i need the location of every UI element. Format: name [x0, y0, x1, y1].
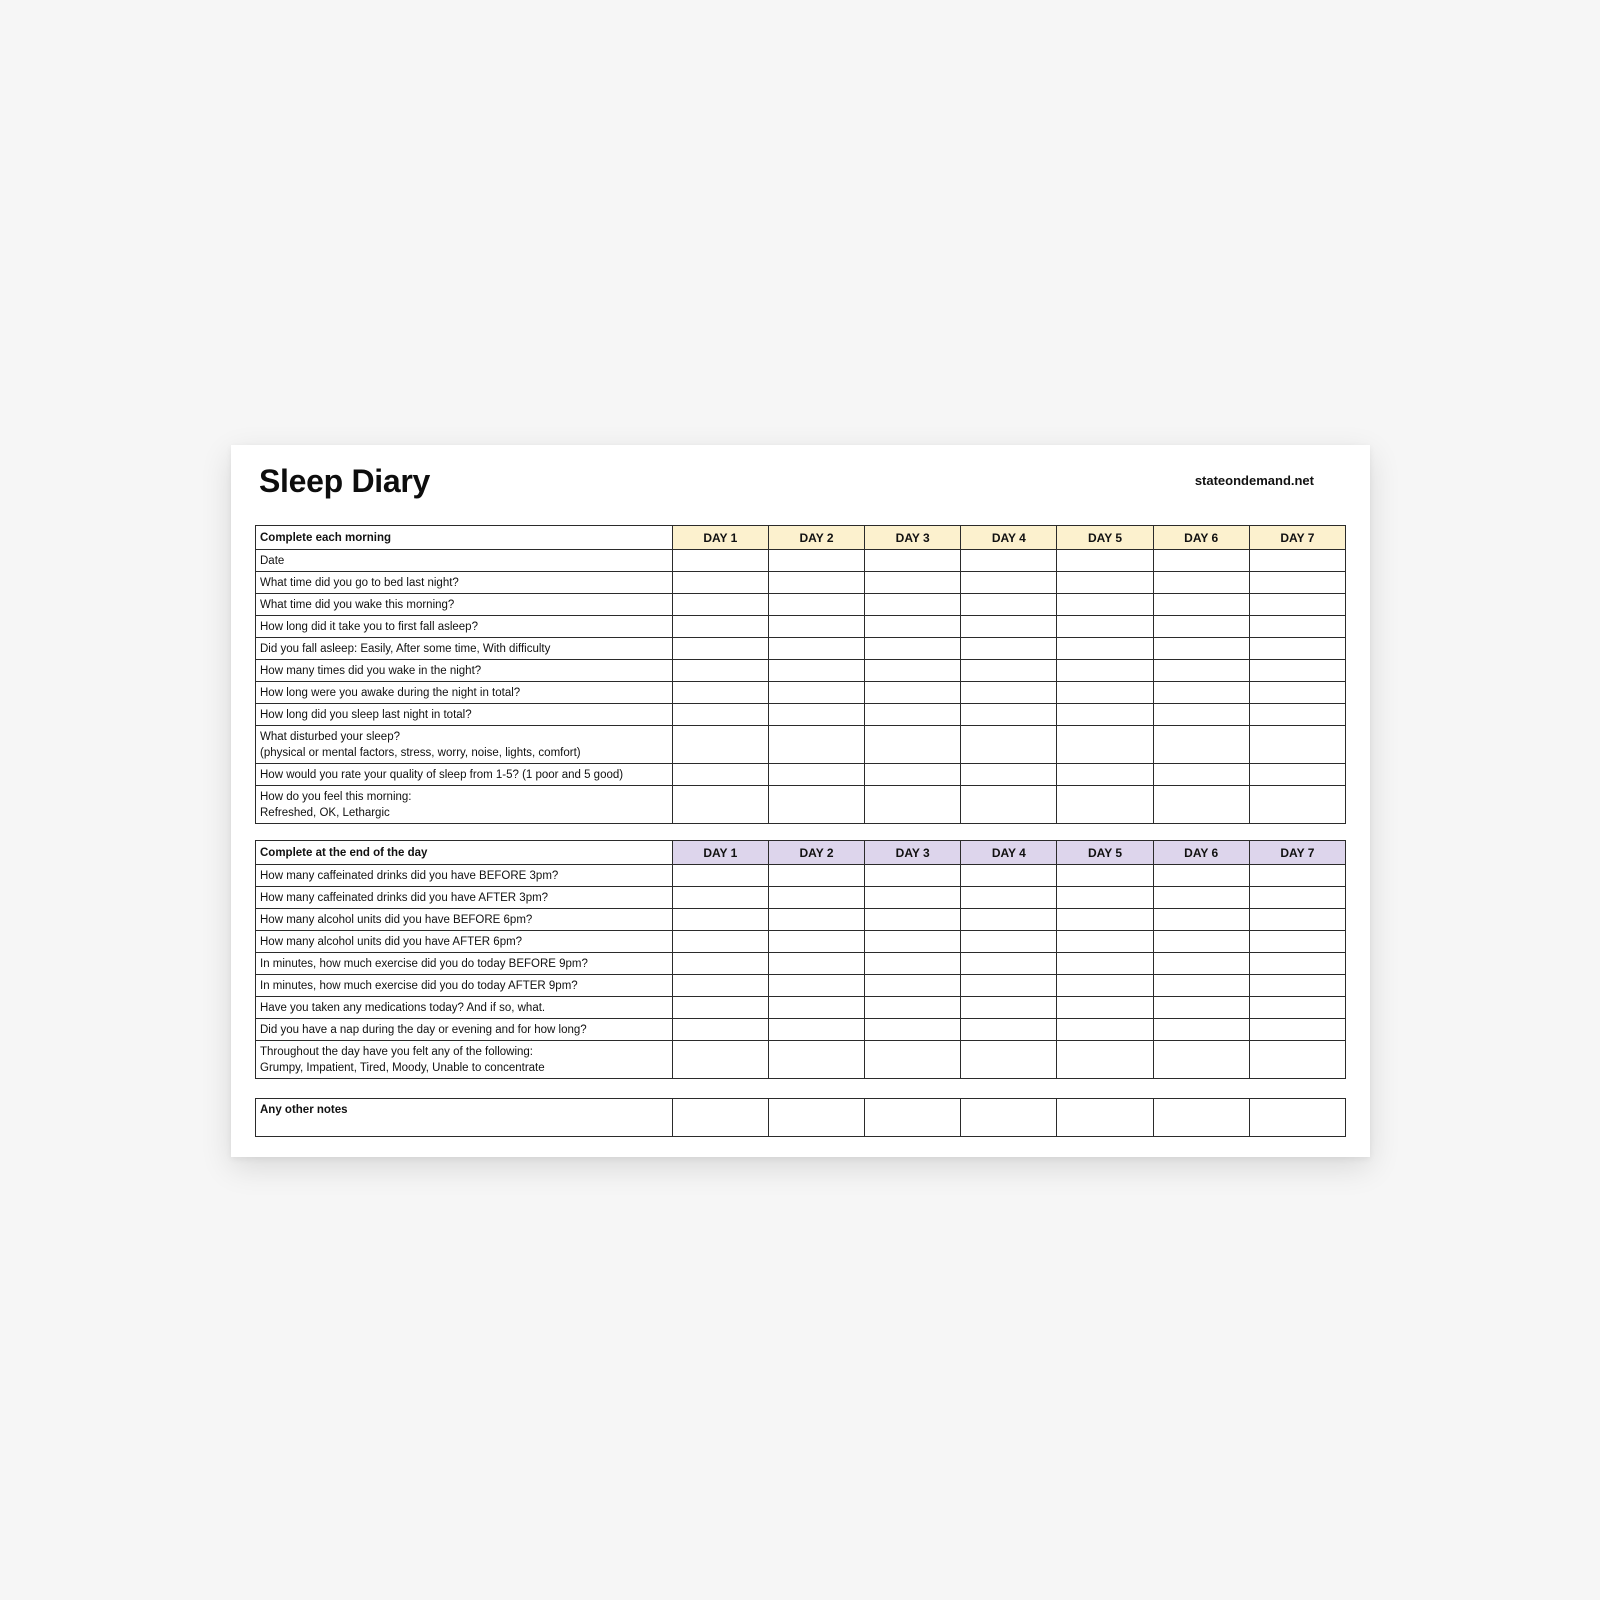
question-line: What disturbed your sleep?: [260, 730, 400, 743]
evening-answer-cell-day-3[interactable]: [865, 997, 961, 1019]
question-line: What time did you go to bed last night?: [260, 576, 459, 589]
evening-answer-cell-day-5[interactable]: [1057, 931, 1153, 953]
morning-answer-cell-day-2[interactable]: [768, 550, 864, 572]
morning-answer-cell-day-3[interactable]: [865, 660, 961, 682]
notes-day-3-cell[interactable]: [865, 1099, 961, 1137]
evening-answer-cell-day-1[interactable]: [672, 865, 768, 887]
morning-answer-cell-day-2[interactable]: [768, 616, 864, 638]
table-row: [256, 550, 1346, 572]
evening-answer-cell-day-2[interactable]: [768, 975, 864, 997]
evening-day-5-header: DAY 5: [1057, 841, 1153, 865]
morning-answer-cell-day-6[interactable]: [1153, 616, 1249, 638]
evening-answer-cell-day-7[interactable]: [1249, 865, 1345, 887]
morning-answer-cell-day-6[interactable]: [1153, 786, 1249, 824]
morning-answer-cell-day-2[interactable]: [768, 594, 864, 616]
table-row: [256, 616, 1346, 638]
table-row: [256, 997, 1346, 1019]
notes-header-row: [256, 1099, 1346, 1137]
evening-answer-cell-day-1[interactable]: [672, 953, 768, 975]
morning-answer-cell-day-2[interactable]: [768, 572, 864, 594]
notes-day-1-cell[interactable]: [672, 1099, 768, 1137]
evening-question-9: [256, 1041, 673, 1079]
question-line: Throughout the day have you felt any of the following:: [260, 1045, 533, 1058]
morning-answer-cell-day-1[interactable]: [672, 726, 768, 764]
evening-answer-cell-day-3[interactable]: [865, 1041, 961, 1079]
evening-answer-cell-day-4[interactable]: [961, 953, 1057, 975]
question-line: (physical or mental factors, stress, worry, noise, lights, comfort): [260, 746, 581, 759]
evening-question-8: [256, 1019, 673, 1041]
morning-answer-cell-day-4[interactable]: [961, 572, 1057, 594]
table-row: [256, 704, 1346, 726]
table-row: [256, 953, 1346, 975]
evening-answer-cell-day-2[interactable]: [768, 1041, 864, 1079]
morning-answer-cell-day-4[interactable]: [961, 704, 1057, 726]
morning-question-11: [256, 786, 673, 824]
evening-answer-cell-day-2[interactable]: [768, 865, 864, 887]
morning-day-4-header: DAY 4: [961, 526, 1057, 550]
morning-answer-cell-day-5[interactable]: [1057, 660, 1153, 682]
question-line: How long did you sleep last night in total?: [260, 708, 472, 721]
table-row: [256, 726, 1346, 764]
morning-answer-cell-day-5[interactable]: [1057, 726, 1153, 764]
morning-answer-cell-day-1[interactable]: [672, 682, 768, 704]
morning-answer-cell-day-7[interactable]: [1249, 550, 1345, 572]
morning-answer-cell-day-6[interactable]: [1153, 550, 1249, 572]
evening-answer-cell-day-5[interactable]: [1057, 997, 1153, 1019]
evening-question-4: [256, 931, 673, 953]
evening-day-6-header: DAY 6: [1153, 841, 1249, 865]
evening-answer-cell-day-1[interactable]: [672, 1041, 768, 1079]
question-line: Grumpy, Impatient, Tired, Moody, Unable to concentrate: [260, 1061, 545, 1074]
question-line: In minutes, how much exercise did you do today BEFORE 9pm?: [260, 957, 588, 970]
morning-section-label: Complete each morning: [256, 526, 673, 550]
morning-answer-cell-day-4[interactable]: [961, 638, 1057, 660]
evening-day-7-header: DAY 7: [1249, 841, 1345, 865]
evening-answer-cell-day-3[interactable]: [865, 1019, 961, 1041]
table-row: [256, 909, 1346, 931]
evening-answer-cell-day-1[interactable]: [672, 887, 768, 909]
question-line: How many times did you wake in the night?: [260, 664, 482, 677]
question-line: Have you taken any medications today? And if so, what.: [260, 1001, 546, 1014]
table-row: [256, 887, 1346, 909]
evening-question-1: [256, 865, 673, 887]
morning-answer-cell-day-5[interactable]: [1057, 786, 1153, 824]
table-row: [256, 594, 1346, 616]
evening-answer-cell-day-6[interactable]: [1153, 931, 1249, 953]
morning-answer-cell-day-5[interactable]: [1057, 764, 1153, 786]
morning-question-10: [256, 764, 673, 786]
question-line: How do you feel this morning:: [260, 790, 412, 803]
morning-answer-cell-day-4[interactable]: [961, 550, 1057, 572]
evening-answer-cell-day-6[interactable]: [1153, 997, 1249, 1019]
morning-answer-cell-day-1[interactable]: [672, 594, 768, 616]
question-line: What time did you wake this morning?: [260, 598, 455, 611]
question-line: How many alcohol units did you have AFTER 6pm?: [260, 935, 523, 948]
question-line: How long did it take you to first fall asleep?: [260, 620, 478, 633]
morning-question-8: [256, 704, 673, 726]
question-line: Did you fall asleep: Easily, After some time, With difficulty: [260, 642, 551, 655]
morning-day-5-header: DAY 5: [1057, 526, 1153, 550]
evening-section-label: Complete at the end of the day: [256, 841, 673, 865]
evening-answer-cell-day-7[interactable]: [1249, 931, 1345, 953]
morning-answer-cell-day-1[interactable]: [672, 704, 768, 726]
table-row: [256, 572, 1346, 594]
question-line: Refreshed, OK, Lethargic: [260, 806, 390, 819]
question-line: Date: [260, 554, 285, 567]
morning-question-6: [256, 660, 673, 682]
morning-answer-cell-day-5[interactable]: [1057, 550, 1153, 572]
morning-day-7-header: DAY 7: [1249, 526, 1345, 550]
evening-question-7: [256, 997, 673, 1019]
morning-question-4: [256, 616, 673, 638]
evening-answer-cell-day-5[interactable]: [1057, 1019, 1153, 1041]
evening-answer-cell-day-4[interactable]: [961, 931, 1057, 953]
evening-answer-cell-day-7[interactable]: [1249, 1041, 1345, 1079]
morning-answer-cell-day-2[interactable]: [768, 660, 864, 682]
evening-answer-cell-day-6[interactable]: [1153, 975, 1249, 997]
diary-sheet: [231, 445, 1370, 1157]
morning-answer-cell-day-1[interactable]: [672, 572, 768, 594]
evening-question-6: [256, 975, 673, 997]
table-row: [256, 1019, 1346, 1041]
morning-question-7: [256, 682, 673, 704]
morning-answer-cell-day-2[interactable]: [768, 726, 864, 764]
morning-answer-cell-day-7[interactable]: [1249, 764, 1345, 786]
morning-answer-cell-day-6[interactable]: [1153, 660, 1249, 682]
morning-answer-cell-day-3[interactable]: [865, 764, 961, 786]
morning-answer-cell-day-1[interactable]: [672, 786, 768, 824]
morning-answer-cell-day-7[interactable]: [1249, 616, 1345, 638]
evening-answer-cell-day-3[interactable]: [865, 953, 961, 975]
morning-answer-cell-day-3[interactable]: [865, 726, 961, 764]
evening-answer-cell-day-5[interactable]: [1057, 1041, 1153, 1079]
morning-question-5: [256, 638, 673, 660]
morning-answer-cell-day-4[interactable]: [961, 786, 1057, 824]
morning-answer-cell-day-4[interactable]: [961, 726, 1057, 764]
notes-table: [255, 1098, 1346, 1137]
morning-answer-cell-day-7[interactable]: [1249, 572, 1345, 594]
notes-day-6-cell[interactable]: [1153, 1099, 1249, 1137]
evening-answer-cell-day-1[interactable]: [672, 997, 768, 1019]
table-row: [256, 975, 1346, 997]
morning-answer-cell-day-6[interactable]: [1153, 638, 1249, 660]
evening-answer-cell-day-5[interactable]: [1057, 975, 1153, 997]
question-line: How many alcohol units did you have BEFORE 6pm?: [260, 913, 533, 926]
morning-answer-cell-day-2[interactable]: [768, 682, 864, 704]
morning-answer-cell-day-5[interactable]: [1057, 594, 1153, 616]
notes-day-7-cell[interactable]: [1249, 1099, 1345, 1137]
evening-answer-cell-day-2[interactable]: [768, 997, 864, 1019]
morning-answer-cell-day-4[interactable]: [961, 682, 1057, 704]
morning-answer-cell-day-3[interactable]: [865, 572, 961, 594]
evening-answer-cell-day-6[interactable]: [1153, 887, 1249, 909]
morning-answer-cell-day-4[interactable]: [961, 764, 1057, 786]
morning-answer-cell-day-7[interactable]: [1249, 682, 1345, 704]
evening-answer-cell-day-7[interactable]: [1249, 953, 1345, 975]
evening-answer-cell-day-7[interactable]: [1249, 887, 1345, 909]
morning-day-1-header: DAY 1: [672, 526, 768, 550]
question-line: How many caffeinated drinks did you have AFTER 3pm?: [260, 891, 549, 904]
morning-table: [255, 525, 1346, 824]
morning-day-2-header: DAY 2: [768, 526, 864, 550]
evening-answer-cell-day-6[interactable]: [1153, 953, 1249, 975]
notes-day-4-cell[interactable]: [961, 1099, 1057, 1137]
evening-answer-cell-day-2[interactable]: [768, 1019, 864, 1041]
morning-answer-cell-day-3[interactable]: [865, 786, 961, 824]
notes-day-5-cell[interactable]: [1057, 1099, 1153, 1137]
evening-answer-cell-day-2[interactable]: [768, 953, 864, 975]
morning-answer-cell-day-3[interactable]: [865, 594, 961, 616]
evening-question-5: [256, 953, 673, 975]
table-row: [256, 764, 1346, 786]
table-row: [256, 1041, 1346, 1079]
evening-answer-cell-day-4[interactable]: [961, 865, 1057, 887]
morning-answer-cell-day-6[interactable]: [1153, 764, 1249, 786]
morning-answer-cell-day-6[interactable]: [1153, 682, 1249, 704]
morning-answer-cell-day-3[interactable]: [865, 682, 961, 704]
evening-answer-cell-day-4[interactable]: [961, 1019, 1057, 1041]
morning-question-9: [256, 726, 673, 764]
morning-answer-cell-day-3[interactable]: [865, 638, 961, 660]
table-row: [256, 786, 1346, 824]
evening-answer-cell-day-1[interactable]: [672, 931, 768, 953]
evening-answer-cell-day-5[interactable]: [1057, 865, 1153, 887]
morning-answer-cell-day-4[interactable]: [961, 594, 1057, 616]
table-row: [256, 931, 1346, 953]
morning-answer-cell-day-3[interactable]: [865, 704, 961, 726]
evening-day-2-header: DAY 2: [768, 841, 864, 865]
morning-answer-cell-day-7[interactable]: [1249, 638, 1345, 660]
evening-answer-cell-day-2[interactable]: [768, 909, 864, 931]
morning-answer-cell-day-5[interactable]: [1057, 616, 1153, 638]
evening-answer-cell-day-7[interactable]: [1249, 975, 1345, 997]
evening-answer-cell-day-1[interactable]: [672, 909, 768, 931]
table-row: [256, 638, 1346, 660]
morning-answer-cell-day-5[interactable]: [1057, 638, 1153, 660]
morning-answer-cell-day-6[interactable]: [1153, 572, 1249, 594]
morning-answer-cell-day-1[interactable]: [672, 616, 768, 638]
evening-answer-cell-day-6[interactable]: [1153, 1041, 1249, 1079]
morning-question-1: [256, 550, 673, 572]
morning-answer-cell-day-2[interactable]: [768, 704, 864, 726]
evening-header-row: [256, 841, 1346, 865]
site-name: stateondemand.net: [1194, 473, 1314, 488]
evening-answer-cell-day-6[interactable]: [1153, 909, 1249, 931]
evening-answer-cell-day-4[interactable]: [961, 997, 1057, 1019]
morning-day-6-header: DAY 6: [1153, 526, 1249, 550]
evening-answer-cell-day-3[interactable]: [865, 887, 961, 909]
morning-answer-cell-day-7[interactable]: [1249, 726, 1345, 764]
evening-answer-cell-day-4[interactable]: [961, 975, 1057, 997]
morning-answer-cell-day-4[interactable]: [961, 660, 1057, 682]
evening-answer-cell-day-1[interactable]: [672, 975, 768, 997]
evening-question-2: [256, 887, 673, 909]
morning-answer-cell-day-6[interactable]: [1153, 704, 1249, 726]
morning-answer-cell-day-2[interactable]: [768, 764, 864, 786]
evening-answer-cell-day-7[interactable]: [1249, 909, 1345, 931]
notes-day-2-cell[interactable]: [768, 1099, 864, 1137]
morning-answer-cell-day-2[interactable]: [768, 786, 864, 824]
morning-answer-cell-day-7[interactable]: [1249, 594, 1345, 616]
evening-answer-cell-day-7[interactable]: [1249, 997, 1345, 1019]
question-line: How many caffeinated drinks did you have BEFORE 3pm?: [260, 869, 559, 882]
evening-day-1-header: DAY 1: [672, 841, 768, 865]
evening-answer-cell-day-3[interactable]: [865, 931, 961, 953]
evening-day-4-header: DAY 4: [961, 841, 1057, 865]
evening-answer-cell-day-6[interactable]: [1153, 865, 1249, 887]
morning-answer-cell-day-1[interactable]: [672, 764, 768, 786]
notes-section-label: Any other notes: [256, 1099, 673, 1137]
table-row: [256, 682, 1346, 704]
question-line: How would you rate your quality of sleep from 1-5? (1 poor and 5 good): [260, 768, 624, 781]
morning-answer-cell-day-7[interactable]: [1249, 704, 1345, 726]
morning-answer-cell-day-7[interactable]: [1249, 786, 1345, 824]
evening-answer-cell-day-3[interactable]: [865, 865, 961, 887]
morning-answer-cell-day-6[interactable]: [1153, 726, 1249, 764]
morning-answer-cell-day-3[interactable]: [865, 550, 961, 572]
evening-question-3: [256, 909, 673, 931]
morning-answer-cell-day-6[interactable]: [1153, 594, 1249, 616]
evening-answer-cell-day-2[interactable]: [768, 887, 864, 909]
evening-answer-cell-day-3[interactable]: [865, 909, 961, 931]
question-line: Did you have a nap during the day or evening and for how long?: [260, 1023, 587, 1036]
page-title: Sleep Diary: [259, 463, 431, 499]
question-line: How long were you awake during the night in total?: [260, 686, 521, 699]
morning-answer-cell-day-7[interactable]: [1249, 660, 1345, 682]
morning-answer-cell-day-4[interactable]: [961, 616, 1057, 638]
question-line: In minutes, how much exercise did you do today AFTER 9pm?: [260, 979, 578, 992]
evening-answer-cell-day-5[interactable]: [1057, 887, 1153, 909]
evening-answer-cell-day-4[interactable]: [961, 909, 1057, 931]
morning-answer-cell-day-1[interactable]: [672, 660, 768, 682]
morning-answer-cell-day-5[interactable]: [1057, 572, 1153, 594]
evening-answer-cell-day-7[interactable]: [1249, 1019, 1345, 1041]
evening-day-3-header: DAY 3: [865, 841, 961, 865]
morning-answer-cell-day-1[interactable]: [672, 550, 768, 572]
evening-answer-cell-day-3[interactable]: [865, 975, 961, 997]
evening-answer-cell-day-5[interactable]: [1057, 909, 1153, 931]
evening-answer-cell-day-4[interactable]: [961, 1041, 1057, 1079]
morning-answer-cell-day-1[interactable]: [672, 638, 768, 660]
morning-header-row: [256, 526, 1346, 550]
morning-answer-cell-day-3[interactable]: [865, 616, 961, 638]
evening-answer-cell-day-5[interactable]: [1057, 953, 1153, 975]
morning-question-2: [256, 572, 673, 594]
morning-answer-cell-day-5[interactable]: [1057, 682, 1153, 704]
evening-answer-cell-day-1[interactable]: [672, 1019, 768, 1041]
morning-answer-cell-day-2[interactable]: [768, 638, 864, 660]
morning-day-3-header: DAY 3: [865, 526, 961, 550]
evening-answer-cell-day-2[interactable]: [768, 931, 864, 953]
evening-answer-cell-day-6[interactable]: [1153, 1019, 1249, 1041]
table-row: [256, 865, 1346, 887]
morning-answer-cell-day-5[interactable]: [1057, 704, 1153, 726]
table-row: [256, 660, 1346, 682]
evening-table: [255, 840, 1346, 1079]
morning-question-3: [256, 594, 673, 616]
evening-answer-cell-day-4[interactable]: [961, 887, 1057, 909]
